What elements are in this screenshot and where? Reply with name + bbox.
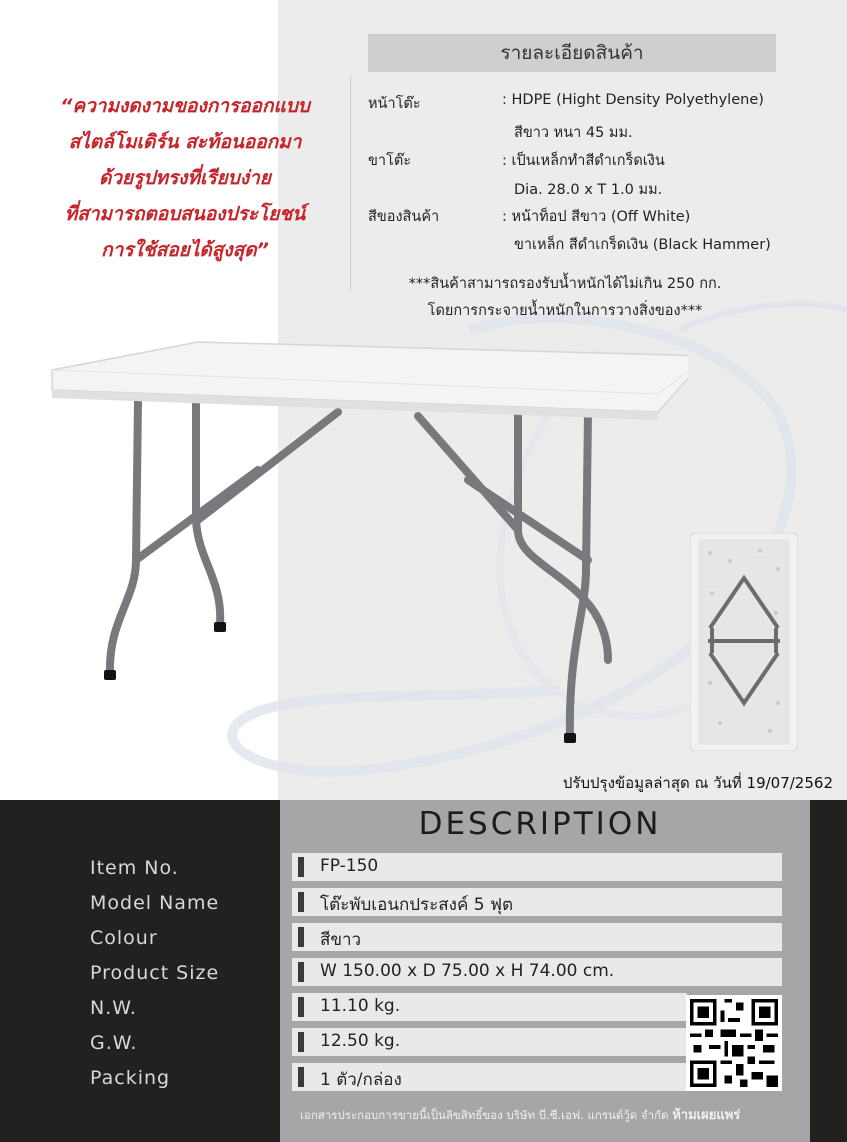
gross-weight-label: G.W. [90, 1032, 138, 1054]
quote-line: ที่สามารถตอบสนองประโยชน์ [64, 203, 306, 225]
load-note: ***สินค้าสามารถรองรับน้ำหนักได้ไม่เกิน 250 กก. [408, 276, 722, 292]
quote-line: สไตล์โมเดิร์น สะท้อนออกมา [68, 131, 302, 153]
gross-weight-value: 12.50 kg. [320, 1031, 401, 1051]
copyright-footer [300, 1104, 740, 1125]
spec-value: : หน้าท็อป สีขาว (Off White) [502, 209, 691, 225]
quote-line: “ความงดงามของการออกแบบ [60, 95, 310, 117]
spec-label-top: หน้าโต๊ะ [368, 96, 421, 112]
divider [350, 76, 351, 291]
spec-label-color: สีของสินค้า [368, 209, 440, 225]
model-name-field [292, 888, 782, 916]
packing-value: 1 ตัว/กล่อง [320, 1070, 402, 1090]
item-no-value: FP-150 [320, 856, 379, 876]
product-size-label: Product Size [90, 962, 220, 984]
spec-value: สีขาว หนา 45 มม. [514, 125, 633, 141]
spec-label-legs: ขาโต๊ะ [368, 153, 412, 169]
colour-label: Colour [90, 927, 158, 949]
net-weight-label: N.W. [90, 997, 137, 1019]
footer-text: เอกสารประกอบการขายนี้เป็นลิขสิทธิ์ของ บริษัท บี.ซี.เอฟ. แกรนด์วู้ด จำกัด [300, 1108, 669, 1122]
colour-value: สีขาว [320, 930, 362, 950]
product-size-value: W 150.00 x D 75.00 x H 74.00 cm. [320, 961, 615, 981]
qr-code[interactable] [686, 995, 782, 1091]
load-note: โดยการกระจายน้ำหนักในการวางสิ่งของ*** [427, 303, 703, 319]
last-updated: ปรับปรุงข้อมูลล่าสุด ณ วันที่ 19/07/2562 [562, 774, 833, 792]
quote-line: การใช้สอยได้สูงสุด” [101, 239, 269, 261]
spec-value: ขาเหล็ก สีดำเกร็ดเงิน (Black Hammer) [514, 237, 771, 253]
colour-field [292, 923, 782, 951]
quote-line: ด้วยรูปทรงที่เรียบง่าย [99, 167, 271, 189]
gross-weight-field [292, 1028, 687, 1056]
folded-table-image [690, 533, 798, 751]
product-size-field [292, 958, 782, 986]
footer-warning: ห้ามเผยแพร่ [672, 1108, 741, 1123]
marketing-quote [30, 88, 340, 268]
packing-field [292, 1063, 687, 1091]
model-name-label: Model Name [90, 892, 220, 914]
model-name-value: โต๊ะพับเอนกประสงค์ 5 ฟุต [320, 895, 514, 915]
item-no-field [292, 853, 782, 881]
spec-title: รายละเอียดสินค้า [368, 34, 776, 72]
spec-value: : HDPE (Hight Density Polyethylene) [502, 92, 764, 108]
net-weight-field [292, 993, 687, 1021]
spec-value: Dia. 28.0 x T 1.0 มม. [514, 182, 663, 198]
net-weight-value: 11.10 kg. [320, 996, 401, 1016]
packing-label: Packing [90, 1067, 171, 1089]
item-no-label: Item No. [90, 857, 179, 879]
folding-table-image [48, 330, 688, 750]
spec-value: : เป็นเหล็กทำสีดำเกร็ดเงิน [502, 153, 665, 169]
description-title: DESCRIPTION [418, 806, 662, 842]
